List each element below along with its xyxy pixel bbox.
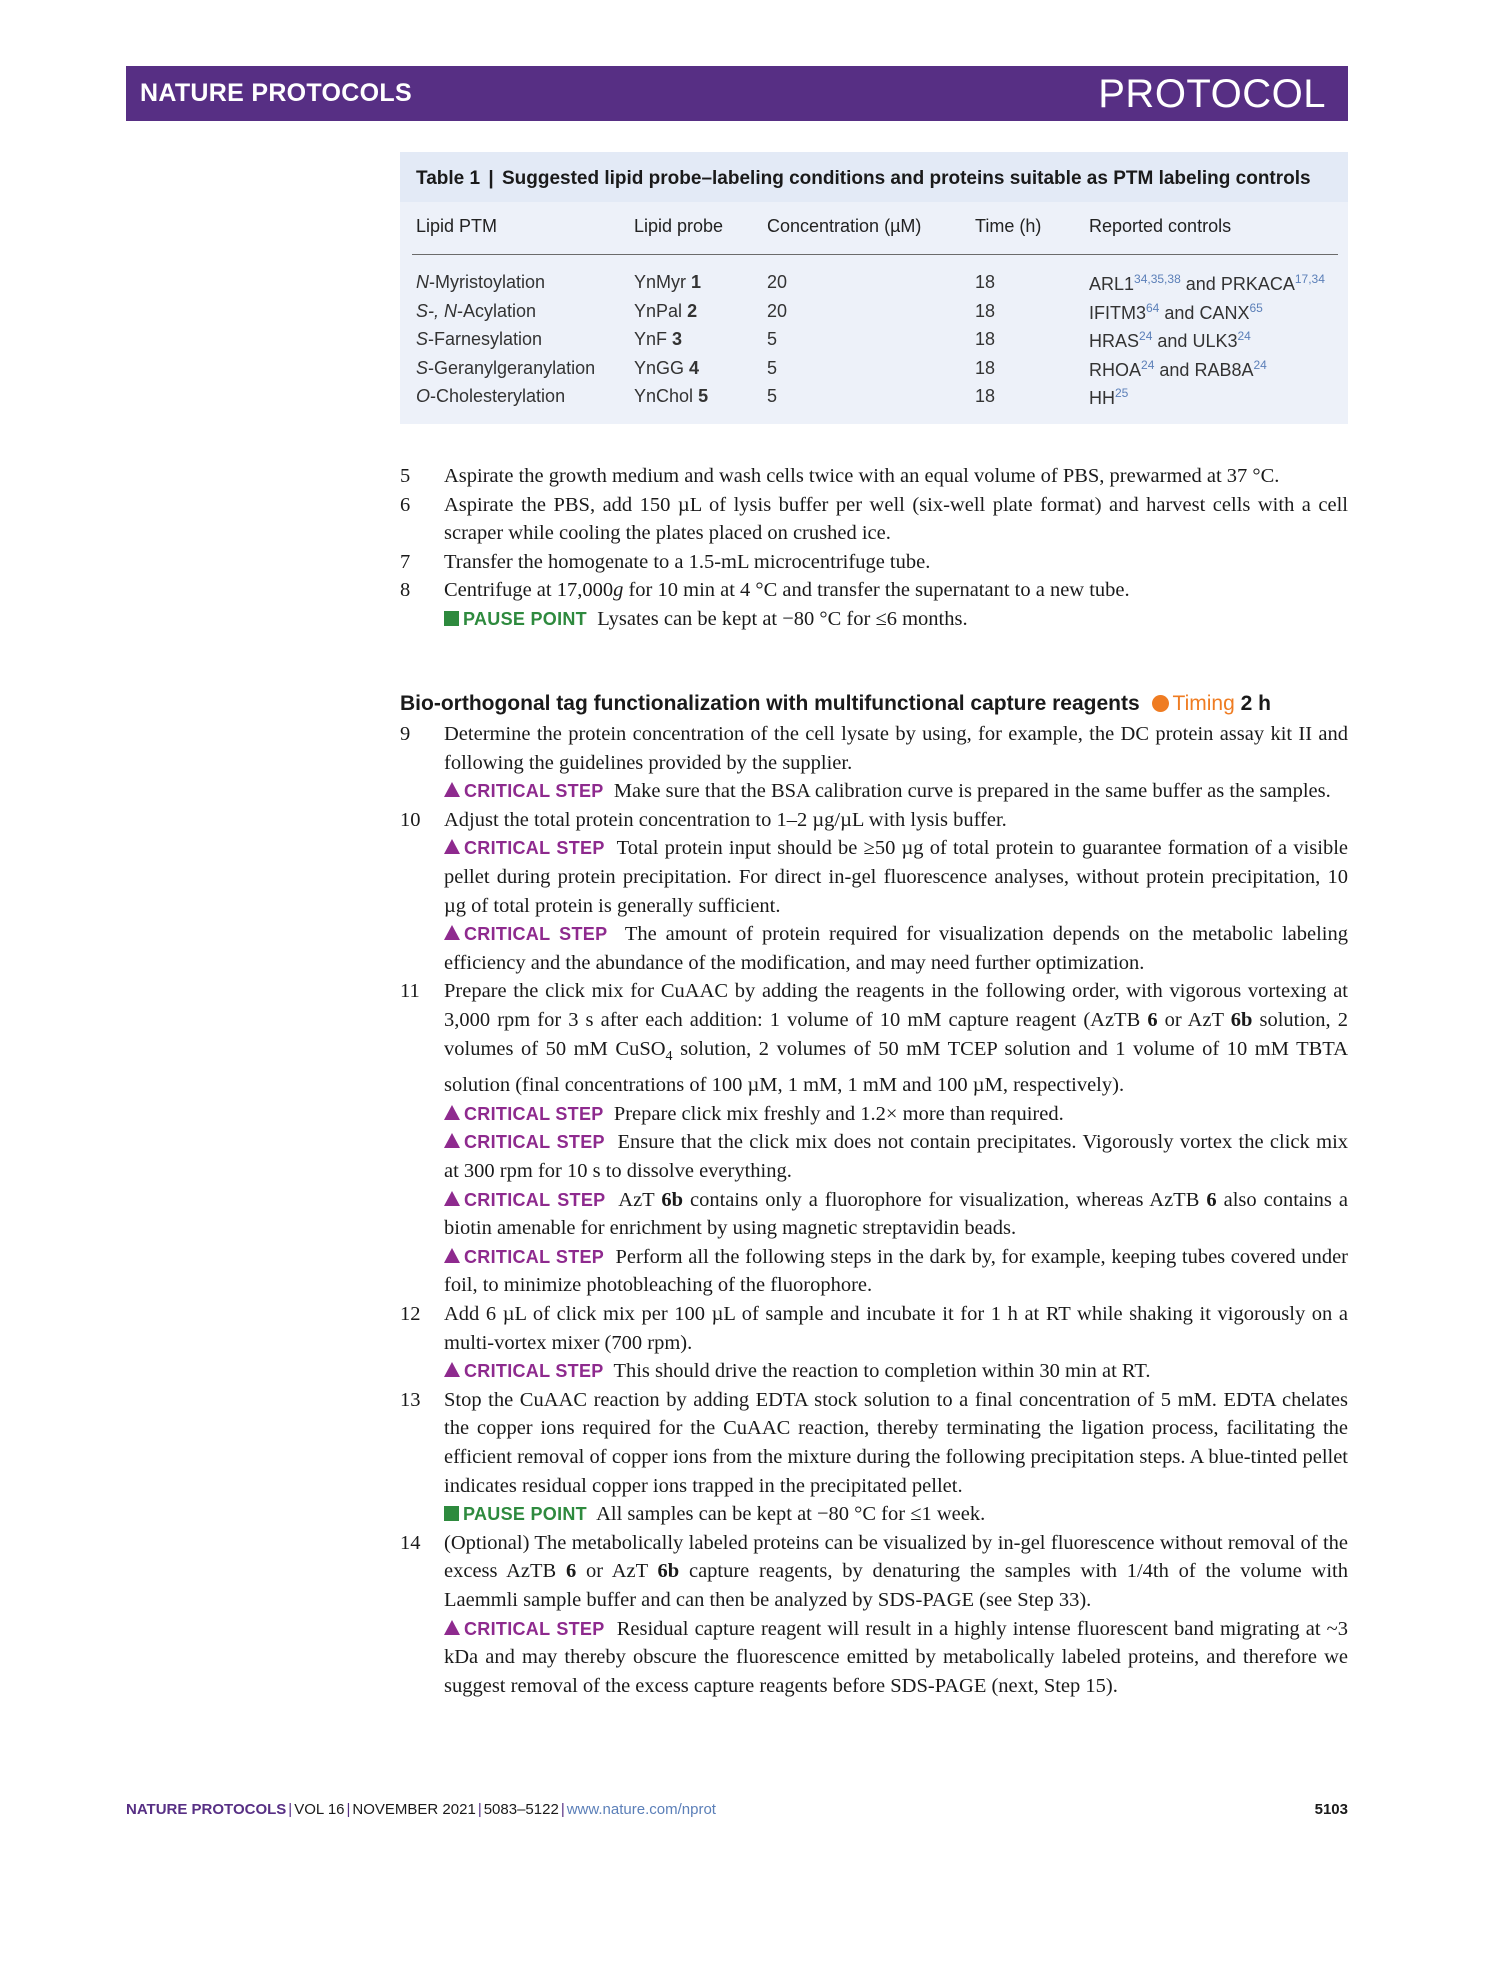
cell-lipid-probe	[634, 329, 682, 350]
reference-link: 34,35,38	[1134, 272, 1181, 286]
step-11	[400, 977, 1348, 1300]
table-caption-separator: |	[488, 168, 494, 189]
probe-number: 2	[687, 300, 698, 321]
step-text-part: capture reagents, by denaturing the samples with 1/4th of the volume with Laemmli sample buffer and can then be analyzed by SDS-PAGE (see Step 33).	[444, 1560, 1348, 1611]
critical-step-icon	[444, 1105, 460, 1120]
step-5	[400, 462, 1348, 491]
compound-number: 6	[566, 1560, 577, 1583]
compound-number: 6b	[661, 1188, 683, 1211]
cell-lipid-probe	[634, 358, 699, 379]
cell-time: 18	[975, 386, 996, 406]
footer-journal: NATURE PROTOCOLS	[126, 1801, 287, 1818]
table-caption-label: Table 1	[416, 168, 481, 189]
critical-step-note	[444, 1100, 1348, 1129]
ptm-name: -Farnesylation	[428, 329, 543, 349]
control-conjunction: and	[1157, 331, 1188, 351]
cell-lipid-probe	[634, 272, 701, 293]
step-text: Determine the protein concentration of the cell lysate by using, for example, the DC protein assay kit II and following the guidelines provided by the supplier.	[444, 723, 1348, 774]
critical-step-note	[444, 1128, 1348, 1185]
journal-name: NATURE PROTOCOLS	[140, 79, 412, 107]
ptm-name: -Geranylgeranylation	[428, 357, 596, 378]
pause-point-note	[444, 1500, 1348, 1529]
probe-name: YnF	[634, 329, 668, 349]
step-number: 6	[400, 493, 411, 516]
pause-point-text: Lysates can be kept at −80 °C for ≤6 months.	[597, 607, 968, 630]
reference-link: 24	[1253, 357, 1267, 372]
critical-step-icon	[444, 925, 460, 940]
probe-name: YnMyr	[634, 272, 687, 292]
critical-step-text: Residual capture reagent will result in a highly intense fluorescent band migrating at ~3 kDa and may thereby obscure the fluorescence emitted by metabolically labeled proteins, and therefore we suggest removal of the excess capture reagents before SDS-PAGE (next, Step 15).	[444, 1617, 1349, 1697]
control-conjunction: and	[1159, 359, 1190, 380]
step-text	[444, 980, 1348, 1096]
critical-step-icon	[444, 1248, 460, 1263]
cell-concentration: 20	[767, 300, 788, 321]
ptm-prefix: S	[416, 329, 429, 349]
compound-number: 6b	[1230, 1008, 1253, 1031]
step-number: 7	[400, 550, 411, 573]
control-protein: RAB8A	[1194, 359, 1254, 380]
step-7	[400, 548, 1348, 577]
step-13	[400, 1386, 1348, 1529]
cell-time: 18	[975, 300, 996, 321]
step-text: Aspirate the PBS, add 150 µL of lysis buffer per well (six-well plate format) and harvest cells with a cell scraper while cooling the plates placed on crushed ice.	[444, 493, 1348, 545]
article-type: PROTOCOL	[1098, 72, 1326, 116]
reference-link: 64	[1146, 300, 1160, 315]
ptm-prefix: S	[416, 357, 429, 378]
pause-point-label: PAUSE POINT	[463, 608, 587, 629]
footer-separator: |	[288, 1801, 293, 1818]
compound-number: 6b	[657, 1560, 680, 1583]
cell-reported-controls	[1089, 301, 1263, 324]
pause-point-note	[444, 605, 1348, 634]
footer-volume: VOL 16	[294, 1801, 345, 1818]
table-caption-text: Suggested lipid probe–labeling conditions and proteins suitable as PTM labeling controls	[501, 168, 1311, 189]
probe-number: 1	[691, 272, 702, 292]
critical-step-text: Perform all the following steps in the dark by, for example, keeping tubes covered under foil, to minimize photobleaching of the fluorophore.	[444, 1245, 1349, 1297]
control-conjunction: and	[1185, 274, 1216, 294]
step-text: Aspirate the growth medium and wash cells twice with an equal volume of PBS, prewarmed at 37 °C.	[444, 465, 1280, 487]
step-number: 5	[400, 465, 411, 487]
step-text: Stop the CuAAC reaction by adding EDTA stock solution to a final concentration of 5 mM. EDTA chelates the copper ions required for the CuAAC reaction, thereby terminating the ligation process, facilitating the efficient removal of copper ions from the mixture during the following precipitation steps. A blue-tinted pellet indicates residual copper ions trapped in the precipitated pellet.	[444, 1388, 1348, 1497]
ptm-name: -Myristoylation	[429, 272, 546, 292]
control-protein: ULK3	[1192, 331, 1238, 351]
footer-date: NOVEMBER 2021	[352, 1801, 476, 1818]
step-text-part: Prepare the click mix for CuAAC by adding the reagents in the following order, with vigorous vortexing at 3,000 rpm for 3 s after each addition: 1 volume of 10 mM capture reagent (AzTB	[444, 980, 1348, 1031]
cell-reported-controls	[1089, 386, 1128, 409]
probe-name: YnGG	[634, 357, 685, 378]
cell-time: 18	[975, 329, 996, 349]
critical-step-note	[444, 1615, 1348, 1701]
step-12	[400, 1300, 1348, 1386]
cell-lipid-probe	[634, 386, 708, 407]
critical-step-label: CRITICAL STEP	[464, 1103, 604, 1124]
section-title: Bio-orthogonal tag functionalization with multifunctional capture reagents	[400, 692, 1140, 715]
critical-step-note	[444, 1357, 1348, 1386]
step-text	[444, 579, 1130, 601]
step-number: 13	[400, 1388, 421, 1411]
column-header-concentration: Concentration (µM)	[767, 216, 922, 236]
control-protein: CANX	[1199, 302, 1250, 323]
control-conjunction: and	[1164, 302, 1195, 323]
probe-name: YnChol	[634, 386, 694, 406]
critical-step-text: Prepare click mix freshly and 1.2× more than required.	[613, 1102, 1064, 1125]
cell-reported-controls	[1089, 358, 1267, 381]
critical-step-label: CRITICAL STEP	[464, 1246, 605, 1267]
step-text-italic: g	[613, 579, 624, 602]
section-heading	[400, 692, 1271, 716]
critical-step-icon	[444, 839, 460, 854]
critical-step-icon	[444, 1133, 460, 1148]
cell-time: 18	[975, 357, 996, 378]
cell-lipid-probe	[634, 301, 697, 322]
ptm-name: -Cholesterylation	[430, 386, 566, 406]
step-number: 9	[400, 723, 411, 745]
step-6	[400, 491, 1348, 548]
step-text-part: solution, 2 volumes of 50 mM TCEP solution and 1 volume of 10 mM TBTA solution (final concentrations of 100 µM, 1 mM, 1 mM and 100 µM, respectively).	[444, 1037, 1348, 1097]
pause-point-text: All samples can be kept at −80 °C for ≤1 week.	[596, 1503, 986, 1526]
ptm-name: -Acylation	[457, 300, 537, 321]
critical-text-part: also contains a biotin amenable for enrichment by using magnetic streptavidin beads.	[444, 1188, 1348, 1240]
page-footer	[126, 1801, 1348, 1818]
critical-step-label: CRITICAL STEP	[464, 781, 604, 802]
cell-lipid-ptm	[416, 386, 565, 407]
cell-concentration: 20	[767, 272, 788, 292]
step-text-part: (Optional) The metabolically labeled proteins can be visualized by in-gel fluorescence without removal of the excess AzTB	[444, 1531, 1348, 1583]
timing-value: 2 h	[1240, 692, 1271, 715]
footer-url-link[interactable]: www.nature.com/nprot	[566, 1801, 716, 1818]
probe-number: 3	[672, 329, 683, 349]
pause-point-label: PAUSE POINT	[463, 1504, 587, 1525]
critical-step-label: CRITICAL STEP	[464, 838, 605, 859]
step-8	[400, 576, 1348, 633]
critical-step-label: CRITICAL STEP	[464, 1189, 606, 1210]
critical-step-text: The amount of protein required for visualization depends on the metabolic labeling efficiency and the abundance of the modification, and may need further optimization.	[444, 923, 1348, 974]
step-text: Adjust the total protein concentration to 1–2 µg/µL with lysis buffer.	[444, 808, 1007, 831]
reference-link: 25	[1115, 386, 1129, 400]
critical-step-text: Make sure that the BSA calibration curve is prepared in the same buffer as the samples.	[613, 780, 1331, 803]
step-9	[400, 720, 1348, 806]
reference-link: 24	[1141, 357, 1155, 372]
step-text-part: solution, 2 volumes of 50 mM CuSO	[444, 1008, 1348, 1060]
step-number: 12	[400, 1302, 421, 1325]
footer-separator: |	[346, 1801, 351, 1818]
journal-header-bar	[126, 66, 1348, 121]
critical-step-label: CRITICAL STEP	[464, 924, 608, 945]
step-number: 14	[400, 1531, 421, 1554]
ptm-prefix: N	[416, 272, 429, 292]
cell-lipid-ptm	[416, 301, 536, 322]
step-text-part: for 10 min at 4 °C and transfer the supernatant to a new tube.	[623, 579, 1130, 602]
reference-link: 24	[1237, 329, 1251, 343]
critical-step-note	[444, 777, 1348, 806]
timing-label: Timing	[1172, 692, 1235, 715]
cell-concentration: 5	[767, 386, 778, 406]
subscript: 4	[665, 1048, 673, 1064]
critical-step-label: CRITICAL STEP	[464, 1361, 604, 1382]
step-text: Add 6 µL of click mix per 100 µL of sample and incubate it for 1 h at RT while shaking it vigorously on a multi-vortex mixer (700 rpm).	[444, 1302, 1348, 1354]
cell-reported-controls	[1089, 329, 1251, 352]
compound-number: 6	[1206, 1188, 1217, 1211]
table-header-rule	[412, 254, 1338, 255]
critical-step-note	[444, 834, 1348, 920]
cell-reported-controls	[1089, 272, 1325, 295]
probe-number: 5	[698, 386, 709, 406]
step-text: Transfer the homogenate to a 1.5-mL microcentrifuge tube.	[444, 550, 931, 573]
ptm-prefix: O	[416, 386, 431, 406]
table-caption	[416, 168, 1311, 190]
pause-point-icon	[444, 1506, 459, 1521]
step-text	[444, 1532, 1348, 1611]
control-protein: HH	[1089, 388, 1115, 408]
reference-link: 17,34	[1294, 272, 1325, 286]
control-protein: HRAS	[1089, 331, 1140, 351]
footer-separator: |	[477, 1801, 482, 1818]
step-text-part: Centrifuge at 17,000	[444, 579, 614, 602]
cell-concentration: 5	[767, 329, 778, 349]
ptm-prefix: S-, N	[416, 300, 458, 321]
critical-step-text: This should drive the reaction to completion within 30 min at RT.	[613, 1360, 1151, 1383]
critical-step-note	[444, 920, 1348, 977]
reference-link: 65	[1249, 300, 1263, 315]
critical-step-icon	[444, 782, 460, 797]
critical-step-icon	[444, 1620, 460, 1635]
steps-9-to-14	[400, 720, 1348, 1700]
critical-step-icon	[444, 1362, 460, 1377]
footer-separator: |	[560, 1801, 565, 1818]
control-protein: ARL1	[1089, 274, 1135, 294]
page-number: 5103	[1314, 1801, 1348, 1818]
critical-text-part: AzT	[618, 1188, 662, 1211]
footer-pages: 5083–5122	[483, 1801, 559, 1818]
step-text-part: or AzT	[576, 1560, 658, 1583]
critical-step-icon	[444, 1191, 460, 1206]
critical-step-note	[444, 1243, 1348, 1300]
column-header-lipid-probe: Lipid probe	[634, 216, 724, 236]
cell-time: 18	[975, 272, 996, 292]
column-header-time: Time (h)	[975, 216, 1042, 236]
cell-lipid-ptm	[416, 329, 542, 350]
step-number: 8	[400, 579, 411, 602]
critical-step-text: Ensure that the click mix does not contain precipitates. Vigorously vortex the click mix at 300 rpm for 10 s to dissolve everything.	[444, 1131, 1349, 1182]
critical-text-part: contains only a fluorophore for visualization, whereas AzTB	[682, 1188, 1207, 1211]
critical-step-text: Total protein input should be ≥50 µg of total protein to guarantee formation of a visible pellet during protein precipitation. For direct in-gel fluorescence analyses, without protein precipitation, 10 µg of total protein is generally sufficient.	[444, 837, 1348, 917]
step-number: 10	[400, 808, 421, 831]
critical-step-label: CRITICAL STEP	[464, 1618, 605, 1639]
probe-number: 4	[689, 357, 700, 378]
compound-number: 6	[1147, 1008, 1158, 1031]
cell-concentration: 5	[767, 357, 778, 378]
pause-point-icon	[444, 611, 459, 626]
step-10	[400, 806, 1348, 978]
steps-5-to-8	[400, 462, 1348, 634]
column-header-lipid-ptm: Lipid PTM	[416, 216, 498, 236]
column-header-reported-controls: Reported controls	[1089, 216, 1232, 236]
step-14	[400, 1529, 1348, 1701]
control-protein: IFITM3	[1089, 302, 1146, 323]
critical-step-note	[444, 1186, 1348, 1243]
critical-step-label: CRITICAL STEP	[464, 1132, 605, 1153]
timing-icon	[1152, 695, 1169, 712]
probe-name: YnPal	[634, 300, 683, 321]
cell-lipid-ptm	[416, 272, 545, 293]
control-protein: RHOA	[1089, 359, 1142, 380]
step-text-part: or AzT	[1157, 1008, 1231, 1031]
step-number: 11	[400, 980, 420, 1003]
cell-lipid-ptm	[416, 358, 595, 379]
control-protein: PRKACA	[1220, 274, 1295, 294]
reference-link: 24	[1139, 329, 1153, 343]
